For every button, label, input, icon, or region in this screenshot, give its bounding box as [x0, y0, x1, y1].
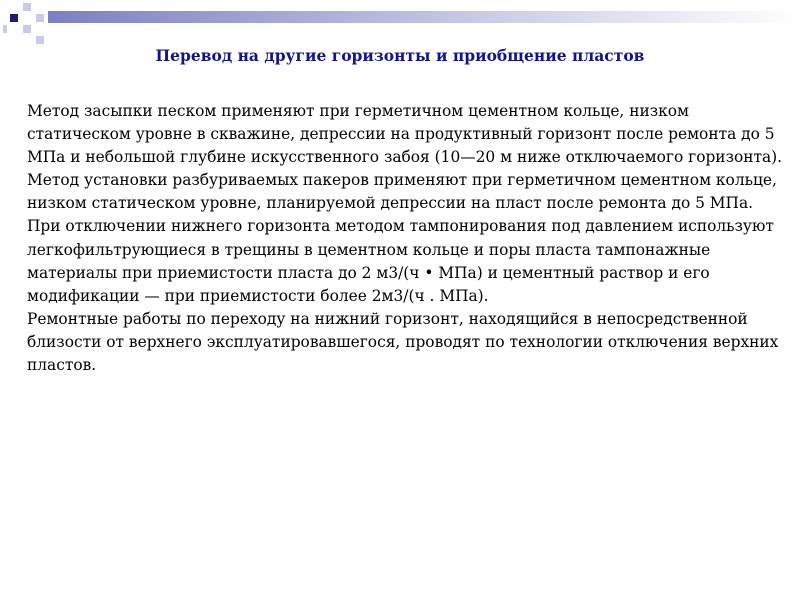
paragraph-packer-method: Метод установки разбуриваемых пакеров применяют при герметичном цементном кольце, низком статическом уровне, планируемой депрессии на пласт после ремонта до 5 МПа.: [27, 171, 777, 213]
slide-body: [27, 100, 787, 377]
deco-square: [10, 25, 18, 33]
deco-square: [3, 25, 7, 33]
header-decoration: [0, 0, 800, 50]
deco-square: [36, 14, 44, 22]
header-gradient-band: [48, 11, 800, 23]
paragraph-lower-horizon-transfer: Ремонтные работы по переходу на нижний горизонт, находящийся в непосредственной близости от верхнего эксплуатировавшегося, проводят по технологии отключения верхних пластов.: [27, 309, 779, 375]
deco-square: [23, 3, 31, 11]
deco-square: [23, 14, 31, 22]
deco-square: [23, 25, 31, 33]
deco-square: [36, 25, 44, 33]
deco-square: [36, 36, 44, 44]
slide-title: Перевод на другие горизонты и приобщение пластов: [155, 46, 645, 65]
deco-square: [10, 14, 18, 22]
paragraph-sand-fill-method: Метод засыпки песком применяют при герметичном цементном кольце, низком статическом уровне в скважине, депрессии на продуктивный горизонт после ремонта до 5 МПа и небольшой глубине искусственного забоя (10—20 м ниже отключаемого горизонта).: [27, 102, 783, 167]
deco-square: [36, 3, 44, 11]
paragraph-squeeze-cementing: При отключении нижнего горизонта методом тампонирования под давлением используют легкофильтрующиеся в трещины в цементном кольце и поры пласта тампонажные материалы при приемистости пласта до 2 м3/(ч • МПа) и цементный раствор и его модификации — при приемистости более 2м3/(ч . МПа).: [27, 217, 774, 305]
deco-square: [10, 3, 18, 11]
deco-square: [23, 36, 31, 44]
